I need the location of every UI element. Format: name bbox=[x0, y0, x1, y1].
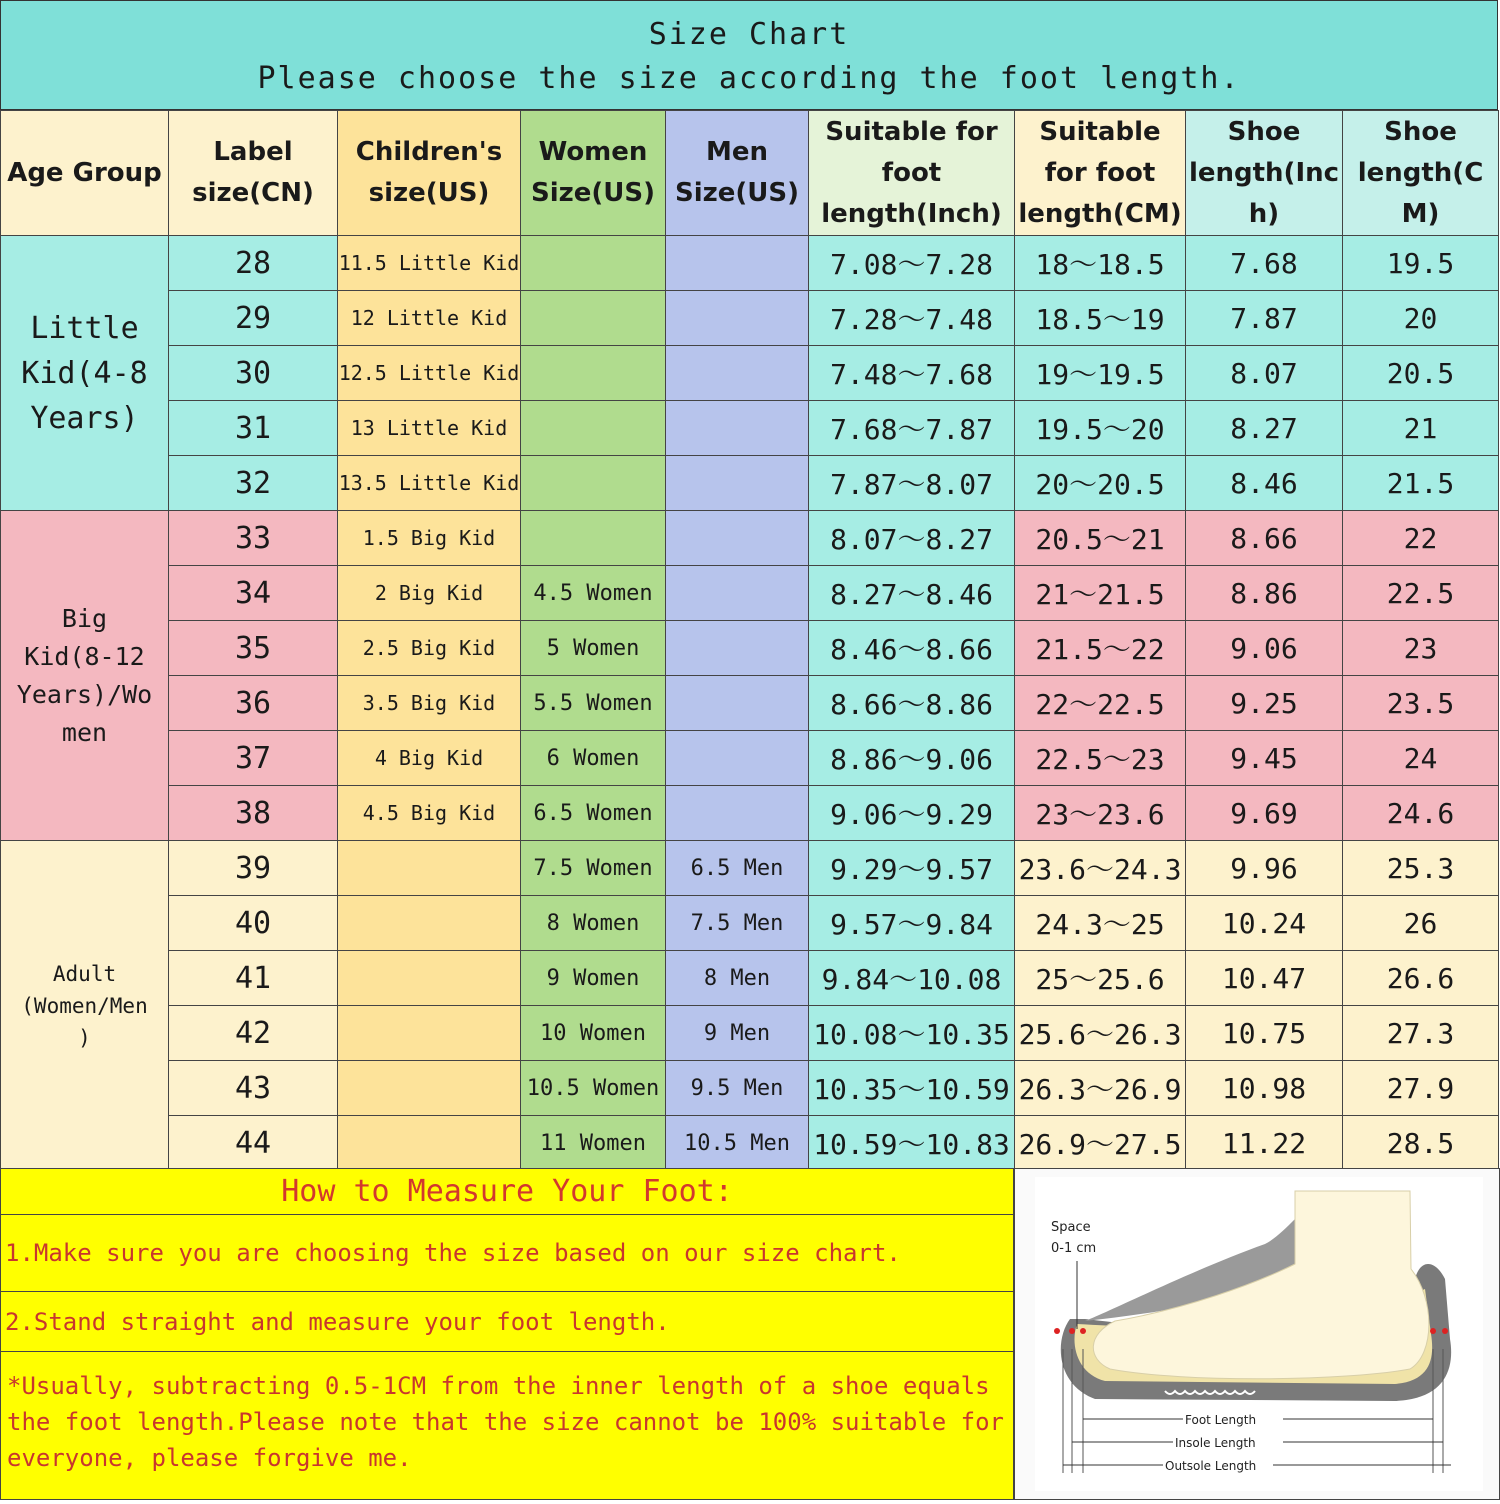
foot-length-inch-header bbox=[809, 111, 1015, 236]
foot-length-cm-cell: 25.6～26.3 bbox=[1015, 1006, 1186, 1061]
label-size-cell: 28 bbox=[169, 236, 338, 291]
table-row bbox=[1, 1006, 1499, 1061]
label-size-cell: 32 bbox=[169, 456, 338, 511]
age-group-line: Big bbox=[61, 603, 108, 633]
men-size-cell bbox=[666, 731, 809, 786]
age-group-line: men bbox=[61, 717, 108, 747]
foot-length-inch-cell: 7.08～7.28 bbox=[809, 236, 1015, 291]
shoe-length-inch-cell: 8.07 bbox=[1186, 346, 1343, 401]
men-size-cell bbox=[666, 456, 809, 511]
men-size-us-header bbox=[666, 111, 809, 236]
header-line: foot bbox=[881, 157, 942, 188]
header-line: for foot bbox=[1044, 157, 1156, 188]
women-size-cell bbox=[521, 511, 666, 566]
measure-note: *Usually, subtracting 0.5-1CM from the inner length of a shoe equals the foot length.Please note that the size cannot be 100% suitable for everyone, please forgive me. bbox=[7, 1372, 1004, 1472]
shoe-length-cm-cell: 19.5 bbox=[1343, 236, 1499, 291]
header-line: Women bbox=[538, 137, 648, 167]
men-size-cell: 7.5 Men bbox=[666, 896, 809, 951]
header-line: Men bbox=[705, 137, 769, 167]
header-line: M) bbox=[1401, 198, 1440, 229]
shoe-length-cm-cell: 24.6 bbox=[1343, 786, 1499, 841]
table-row bbox=[1, 841, 1499, 896]
childrens-size-cell: 2 Big Kid bbox=[338, 566, 521, 621]
label-size-cell: 39 bbox=[169, 841, 338, 896]
foot-length-cm-cell: 18～18.5 bbox=[1015, 236, 1186, 291]
marker-dot bbox=[1430, 1328, 1436, 1334]
size-table bbox=[0, 110, 1499, 1171]
shoe-length-inch-cell: 10.24 bbox=[1186, 896, 1343, 951]
shoe-length-inch-cell: 9.96 bbox=[1186, 841, 1343, 896]
women-size-cell: 10 Women bbox=[521, 1006, 666, 1061]
childrens-size-cell bbox=[338, 1006, 521, 1061]
label-size-cell: 44 bbox=[169, 1116, 338, 1171]
age-group-cell bbox=[1, 511, 169, 841]
men-size-cell bbox=[666, 566, 809, 621]
shoe-length-inch-cell: 11.22 bbox=[1186, 1116, 1343, 1171]
shoe-length-cm-cell: 26 bbox=[1343, 896, 1499, 951]
women-size-cell: 4.5 Women bbox=[521, 566, 666, 621]
women-size-cell bbox=[521, 236, 666, 291]
size-chart-header bbox=[0, 0, 1498, 110]
table-row bbox=[1, 236, 1499, 291]
shoe-length-inch-cell: 9.45 bbox=[1186, 731, 1343, 786]
foot-length-inch-cell: 8.46～8.66 bbox=[809, 621, 1015, 676]
header-line: size(CN) bbox=[192, 178, 314, 208]
shoe-length-cm-cell: 28.5 bbox=[1343, 1116, 1499, 1171]
label-size-cell: 35 bbox=[169, 621, 338, 676]
foot-length-inch-cell: 10.35～10.59 bbox=[809, 1061, 1015, 1116]
foot-length-cm-cell: 23～23.6 bbox=[1015, 786, 1186, 841]
men-size-cell: 9 Men bbox=[666, 1006, 809, 1061]
men-size-cell bbox=[666, 236, 809, 291]
measure-step-1: 1.Make sure you are choosing the size based on our size chart. bbox=[1, 1215, 1013, 1292]
childrens-size-cell: 3.5 Big Kid bbox=[338, 676, 521, 731]
childrens-size-cell: 11.5 Little Kid bbox=[338, 236, 521, 291]
foot-length-cm-cell: 23.6～24.3 bbox=[1015, 841, 1186, 896]
label-size-cell: 33 bbox=[169, 511, 338, 566]
table-row bbox=[1, 896, 1499, 951]
measure-title: How to Measure Your Foot: bbox=[1, 1169, 1013, 1215]
chart-subtitle: Please choose the size according the foot length. bbox=[257, 61, 1241, 96]
childrens-size-cell: 12 Little Kid bbox=[338, 291, 521, 346]
foot-length-inch-cell: 9.06～9.29 bbox=[809, 786, 1015, 841]
childrens-size-us-header bbox=[338, 111, 521, 236]
age-group-cell bbox=[1, 841, 169, 1171]
shoe-length-inch-cell: 9.69 bbox=[1186, 786, 1343, 841]
shoe-length-cm-cell: 22 bbox=[1343, 511, 1499, 566]
label-size-cell: 43 bbox=[169, 1061, 338, 1116]
table-row bbox=[1, 401, 1499, 456]
foot-length-inch-cell: 8.86～9.06 bbox=[809, 731, 1015, 786]
shoe-length-inch-header bbox=[1186, 111, 1343, 236]
foot-length-inch-cell: 8.66～8.86 bbox=[809, 676, 1015, 731]
foot-length-cm-cell: 25～25.6 bbox=[1015, 951, 1186, 1006]
men-size-cell bbox=[666, 401, 809, 456]
women-size-cell: 11 Women bbox=[521, 1116, 666, 1171]
women-size-cell: 7.5 Women bbox=[521, 841, 666, 896]
header-line: size(US) bbox=[368, 178, 490, 208]
table-row bbox=[1, 1116, 1499, 1171]
age-group-line: ) bbox=[78, 1025, 91, 1050]
foot-length-inch-cell: 8.07～8.27 bbox=[809, 511, 1015, 566]
shoe-length-cm-cell: 20.5 bbox=[1343, 346, 1499, 401]
shoe-length-cm-cell: 21 bbox=[1343, 401, 1499, 456]
childrens-size-cell: 13.5 Little Kid bbox=[338, 456, 521, 511]
childrens-size-cell: 4.5 Big Kid bbox=[338, 786, 521, 841]
foot-length-cm-cell: 22～22.5 bbox=[1015, 676, 1186, 731]
header-line: Suitable for bbox=[825, 116, 998, 147]
foot-length-inch-cell: 10.08～10.35 bbox=[809, 1006, 1015, 1061]
childrens-size-cell bbox=[338, 1061, 521, 1116]
header-line: Age Group bbox=[7, 157, 162, 188]
measure-instructions bbox=[0, 1168, 1014, 1500]
childrens-size-cell bbox=[338, 1116, 521, 1171]
header-line: Shoe bbox=[1227, 116, 1301, 147]
shoe-length-cm-cell: 26.6 bbox=[1343, 951, 1499, 1006]
shoe-length-inch-cell: 10.75 bbox=[1186, 1006, 1343, 1061]
foot-length-inch-cell: 9.57～9.84 bbox=[809, 896, 1015, 951]
foot-length-cm-cell: 26.3～26.9 bbox=[1015, 1061, 1186, 1116]
shoe-length-inch-cell: 8.27 bbox=[1186, 401, 1343, 456]
foot-length-label: Foot Length bbox=[1185, 1413, 1257, 1427]
childrens-size-cell: 2.5 Big Kid bbox=[338, 621, 521, 676]
age-group-line: Little bbox=[30, 310, 139, 346]
marker-dot bbox=[1069, 1328, 1075, 1334]
header-line: Suitable bbox=[1039, 116, 1161, 147]
men-size-cell: 10.5 Men bbox=[666, 1116, 809, 1171]
table-header-row bbox=[1, 111, 1499, 236]
shoe-length-inch-cell: 8.46 bbox=[1186, 456, 1343, 511]
childrens-size-cell: 13 Little Kid bbox=[338, 401, 521, 456]
shoe-length-cm-cell: 27.3 bbox=[1343, 1006, 1499, 1061]
header-line: length(Inch) bbox=[821, 198, 1002, 229]
table-row bbox=[1, 456, 1499, 511]
women-size-us-header bbox=[521, 111, 666, 236]
foot-length-cm-cell: 20～20.5 bbox=[1015, 456, 1186, 511]
marker-dot bbox=[1442, 1328, 1448, 1334]
header-line: length(C bbox=[1357, 157, 1484, 188]
shoe-length-cm-header bbox=[1343, 111, 1499, 236]
age-group-header bbox=[1, 111, 169, 236]
childrens-size-cell: 12.5 Little Kid bbox=[338, 346, 521, 401]
shoe-length-cm-cell: 20 bbox=[1343, 291, 1499, 346]
label-size-cn-header bbox=[169, 111, 338, 236]
foot-length-inch-cell: 10.59～10.83 bbox=[809, 1116, 1015, 1171]
women-size-cell: 5 Women bbox=[521, 621, 666, 676]
men-size-cell bbox=[666, 291, 809, 346]
childrens-size-cell: 4 Big Kid bbox=[338, 731, 521, 786]
table-row bbox=[1, 1061, 1499, 1116]
shoe-length-inch-cell: 9.25 bbox=[1186, 676, 1343, 731]
men-size-cell bbox=[666, 346, 809, 401]
age-group-line: Adult bbox=[52, 961, 117, 986]
foot-length-cm-cell: 24.3～25 bbox=[1015, 896, 1186, 951]
foot-length-inch-cell: 7.28～7.48 bbox=[809, 291, 1015, 346]
label-size-cell: 38 bbox=[169, 786, 338, 841]
space-value: 0-1 cm bbox=[1051, 1241, 1097, 1256]
header-line: Shoe bbox=[1384, 116, 1457, 147]
men-size-cell: 9.5 Men bbox=[666, 1061, 809, 1116]
shoe-length-cm-cell: 23.5 bbox=[1343, 676, 1499, 731]
men-size-cell bbox=[666, 511, 809, 566]
men-size-cell bbox=[666, 676, 809, 731]
childrens-size-cell bbox=[338, 951, 521, 1006]
shoe-length-inch-cell: 7.68 bbox=[1186, 236, 1343, 291]
childrens-size-cell: 1.5 Big Kid bbox=[338, 511, 521, 566]
table-row bbox=[1, 786, 1499, 841]
age-group-line: Years) bbox=[30, 400, 139, 436]
header-line: Size(US) bbox=[530, 178, 655, 208]
table-row bbox=[1, 566, 1499, 621]
age-group-line: Years)/Wo bbox=[16, 679, 153, 709]
foot-length-cm-cell: 21.5～22 bbox=[1015, 621, 1186, 676]
age-group-cell bbox=[1, 236, 169, 511]
header-line: h) bbox=[1248, 198, 1280, 229]
table-row bbox=[1, 676, 1499, 731]
shoe-length-inch-cell: 8.86 bbox=[1186, 566, 1343, 621]
foot-length-inch-cell: 9.84～10.08 bbox=[809, 951, 1015, 1006]
measure-step-2: 2.Stand straight and measure your foot length. bbox=[1, 1292, 1013, 1352]
foot-measurement-diagram bbox=[1014, 1168, 1500, 1500]
women-size-cell bbox=[521, 456, 666, 511]
label-size-cell: 40 bbox=[169, 896, 338, 951]
outsole-length-label: Outsole Length bbox=[1165, 1459, 1257, 1473]
space-label: Space bbox=[1051, 1220, 1091, 1235]
insole-length-label: Insole Length bbox=[1175, 1436, 1256, 1450]
men-size-cell bbox=[666, 786, 809, 841]
foot-length-cm-cell: 22.5～23 bbox=[1015, 731, 1186, 786]
women-size-cell: 9 Women bbox=[521, 951, 666, 1006]
women-size-cell bbox=[521, 401, 666, 456]
foot-length-cm-header bbox=[1015, 111, 1186, 236]
foot-length-cm-cell: 19～19.5 bbox=[1015, 346, 1186, 401]
childrens-size-cell bbox=[338, 896, 521, 951]
women-size-cell bbox=[521, 291, 666, 346]
header-line: Size(US) bbox=[674, 178, 799, 208]
label-size-cell: 41 bbox=[169, 951, 338, 1006]
foot-length-inch-cell: 7.87～8.07 bbox=[809, 456, 1015, 511]
foot-length-inch-cell: 7.48～7.68 bbox=[809, 346, 1015, 401]
table-row bbox=[1, 951, 1499, 1006]
foot-length-inch-cell: 8.27～8.46 bbox=[809, 566, 1015, 621]
shoe-length-inch-cell: 7.87 bbox=[1186, 291, 1343, 346]
label-size-cell: 37 bbox=[169, 731, 338, 786]
marker-dot bbox=[1054, 1328, 1060, 1334]
header-line: length(Inc bbox=[1188, 157, 1340, 188]
label-size-cell: 31 bbox=[169, 401, 338, 456]
women-size-cell: 5.5 Women bbox=[521, 676, 666, 731]
foot-length-cm-cell: 21～21.5 bbox=[1015, 566, 1186, 621]
foot-length-cm-cell: 20.5～21 bbox=[1015, 511, 1186, 566]
foot-length-cm-cell: 26.9～27.5 bbox=[1015, 1116, 1186, 1171]
shoe-illustration bbox=[1015, 1169, 1499, 1499]
men-size-cell: 6.5 Men bbox=[666, 841, 809, 896]
label-size-cell: 36 bbox=[169, 676, 338, 731]
header-line: Children's bbox=[355, 137, 503, 167]
table-row bbox=[1, 346, 1499, 401]
foot-length-inch-cell: 7.68～7.87 bbox=[809, 401, 1015, 456]
men-size-cell: 8 Men bbox=[666, 951, 809, 1006]
label-size-cell: 30 bbox=[169, 346, 338, 401]
shoe-length-cm-cell: 25.3 bbox=[1343, 841, 1499, 896]
women-size-cell: 6.5 Women bbox=[521, 786, 666, 841]
header-line: length(CM) bbox=[1018, 198, 1182, 229]
label-size-cell: 29 bbox=[169, 291, 338, 346]
shoe-length-inch-cell: 10.47 bbox=[1186, 951, 1343, 1006]
age-group-line: Kid(8-12 bbox=[24, 641, 145, 671]
foot-length-inch-cell: 9.29～9.57 bbox=[809, 841, 1015, 896]
shoe-length-cm-cell: 23 bbox=[1343, 621, 1499, 676]
label-size-cell: 34 bbox=[169, 566, 338, 621]
childrens-size-cell bbox=[338, 841, 521, 896]
shoe-length-cm-cell: 27.9 bbox=[1343, 1061, 1499, 1116]
header-line: Label bbox=[213, 137, 293, 167]
shoe-length-cm-cell: 21.5 bbox=[1343, 456, 1499, 511]
shoe-length-cm-cell: 24 bbox=[1343, 731, 1499, 786]
shoe-length-cm-cell: 22.5 bbox=[1343, 566, 1499, 621]
table-row bbox=[1, 291, 1499, 346]
age-group-line: Kid(4-8 bbox=[21, 355, 148, 391]
shoe-length-inch-cell: 10.98 bbox=[1186, 1061, 1343, 1116]
age-group-line: (Women/Men bbox=[21, 993, 148, 1018]
marker-dot bbox=[1080, 1328, 1086, 1334]
label-size-cell: 42 bbox=[169, 1006, 338, 1061]
women-size-cell: 10.5 Women bbox=[521, 1061, 666, 1116]
table-body bbox=[1, 236, 1499, 1171]
chart-title: Size Chart bbox=[648, 17, 850, 52]
women-size-cell: 6 Women bbox=[521, 731, 666, 786]
women-size-cell: 8 Women bbox=[521, 896, 666, 951]
table-row bbox=[1, 511, 1499, 566]
foot-length-cm-cell: 19.5～20 bbox=[1015, 401, 1186, 456]
shoe-length-inch-cell: 9.06 bbox=[1186, 621, 1343, 676]
table-row bbox=[1, 621, 1499, 676]
foot-length-cm-cell: 18.5～19 bbox=[1015, 291, 1186, 346]
men-size-cell bbox=[666, 621, 809, 676]
women-size-cell bbox=[521, 346, 666, 401]
table-row bbox=[1, 731, 1499, 786]
shoe-length-inch-cell: 8.66 bbox=[1186, 511, 1343, 566]
